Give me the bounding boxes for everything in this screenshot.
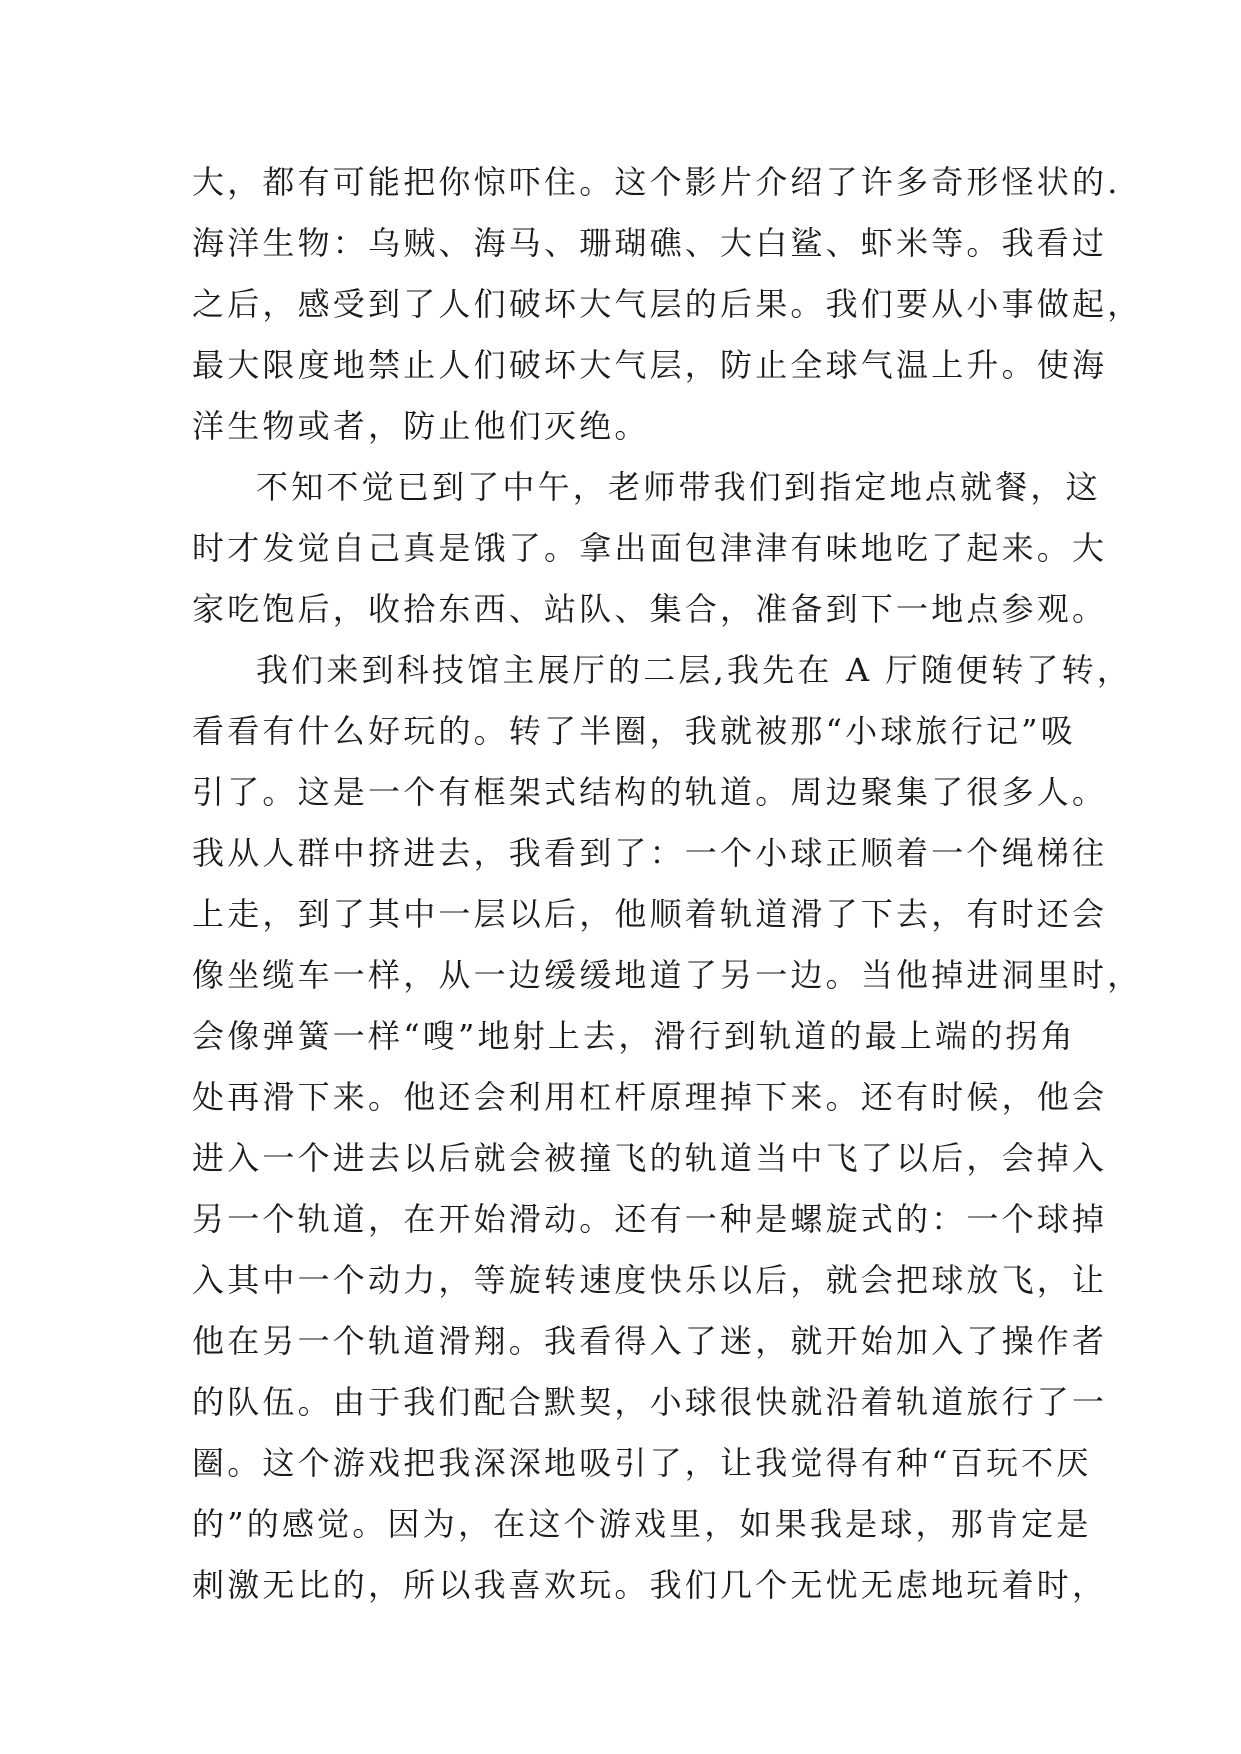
text-line: 洋生物或者，防止他们灭绝。 xyxy=(192,407,650,445)
text-line: 进入一个进去以后就会被撞飞的轨道当中飞了以后，会掉入 xyxy=(192,1139,1108,1177)
paragraph-start-line: 我们来到科技馆主展厅的二层,我先在 A 厅随便转了转， xyxy=(256,651,1133,689)
text-line: 我从人群中挤进去，我看到了：一个小球正顺着一个绳梯往 xyxy=(192,834,1108,872)
body-text xyxy=(192,152,1143,1616)
text-line: 家吃饱后，收拾东西、站队、集合，准备到下一地点参观。 xyxy=(192,590,1108,628)
text-line: 的队伍。由于我们配合默契，小球很快就沿着轨道旅行了一 xyxy=(192,1383,1108,1421)
text-line: 入其中一个动力，等旋转速度快乐以后，就会把球放飞，让 xyxy=(192,1261,1108,1299)
text-line: 海洋生物：乌贼、海马、珊瑚礁、大白鲨、虾米等。我看过 xyxy=(192,224,1108,262)
text-line: 刺激无比的，所以我喜欢玩。我们几个无忧无虑地玩着时， xyxy=(192,1566,1108,1604)
text-line: 之后，感受到了人们破坏大气层的后果。我们要从小事做起， xyxy=(192,285,1143,323)
text-line: 最大限度地禁止人们破坏大气层，防止全球气温上升。使海 xyxy=(192,346,1108,384)
text-line: 引了。这是一个有框架式结构的轨道。周边聚集了很多人。 xyxy=(192,773,1108,811)
text-line: 处再滑下来。他还会利用杠杆原理掉下来。还有时候，他会 xyxy=(192,1078,1108,1116)
text-line: 的”的感觉。因为，在这个游戏里，如果我是球，那肯定是 xyxy=(192,1505,1092,1543)
text-line: 像坐缆车一样，从一边缓缓地道了另一边。当他掉进洞里时， xyxy=(192,956,1143,994)
text-line: 另一个轨道，在开始滑动。还有一种是螺旋式的：一个球掉 xyxy=(192,1200,1108,1238)
text-line: 大，都有可能把你惊吓住。这个影片介绍了许多奇形怪状的. xyxy=(192,163,1121,201)
text-line: 他在另一个轨道滑翔。我看得入了迷，就开始加入了操作者 xyxy=(192,1322,1108,1360)
text-line: 会像弹簧一样“嗖”地射上去，滑行到轨道的最上端的拐角 xyxy=(192,1017,1076,1055)
text-line: 上走，到了其中一层以后，他顺着轨道滑了下去，有时还会 xyxy=(192,895,1108,933)
text-line: 时才发觉自己真是饿了。拿出面包津津有味地吃了起来。大 xyxy=(192,529,1108,567)
text-line: 圈。这个游戏把我深深地吸引了，让我觉得有种“百玩不厌 xyxy=(192,1444,1092,1482)
paragraph-start-line: 不知不觉已到了中午，老师带我们到指定地点就餐，这 xyxy=(256,468,1101,506)
text-line: 看看有什么好玩的。转了半圈，我就被那“小球旅行记”吸 xyxy=(192,712,1076,750)
